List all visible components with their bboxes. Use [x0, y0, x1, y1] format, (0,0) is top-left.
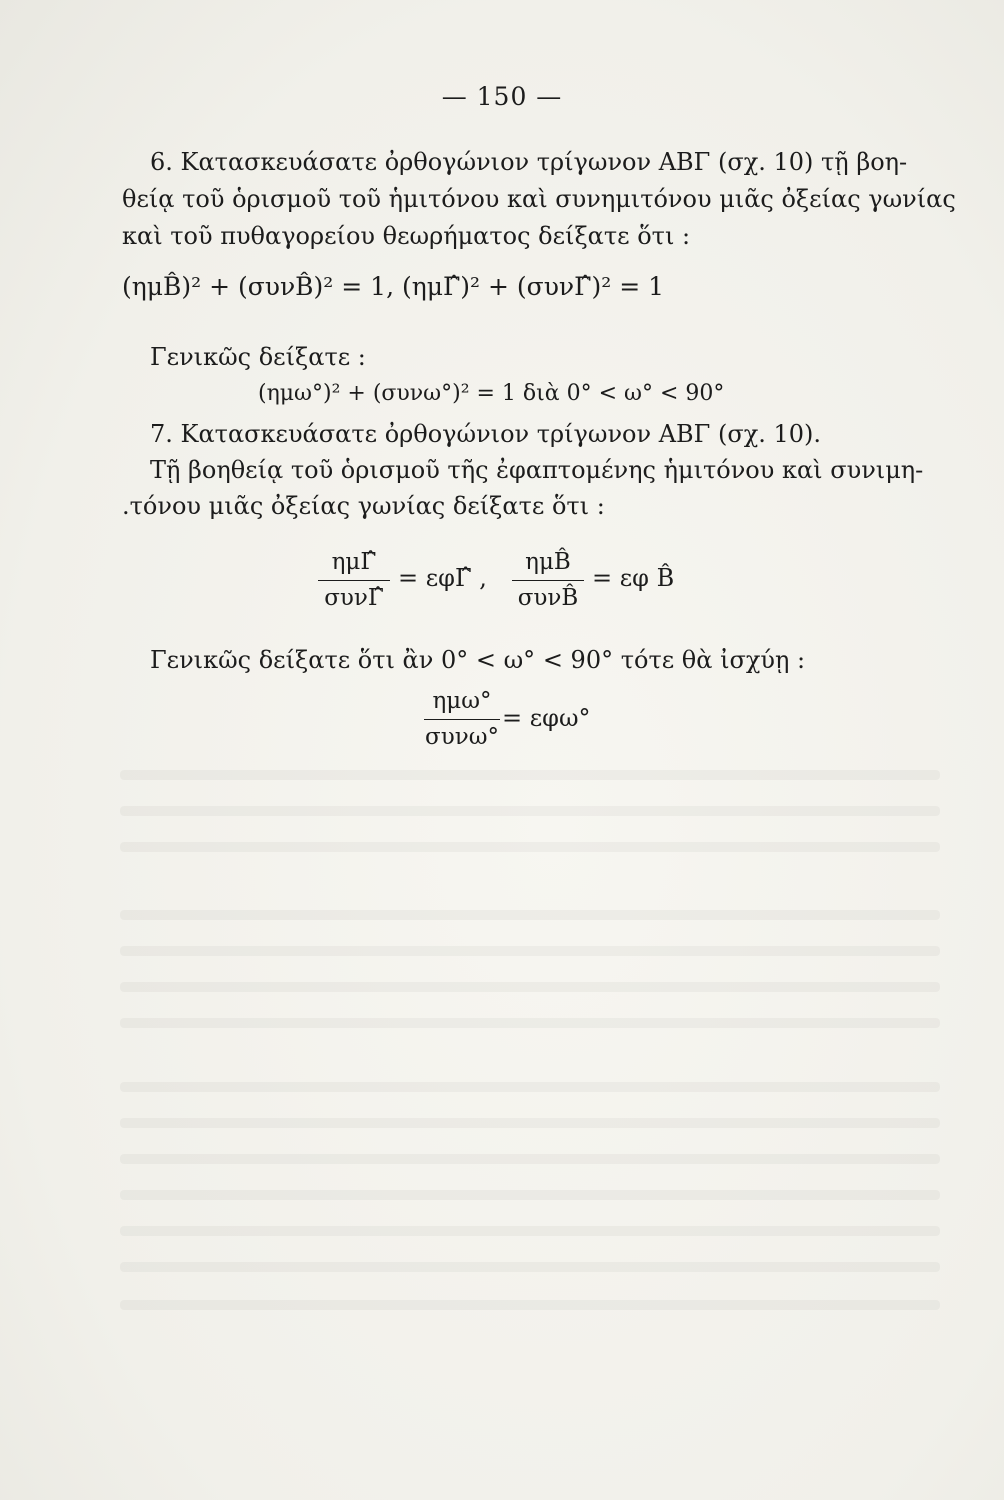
page-number: — 150 — — [441, 82, 563, 111]
bleed-through-line — [120, 982, 940, 992]
bleed-through-line — [120, 946, 940, 956]
fraction-sin-over-cos-beta — [512, 551, 584, 610]
bleed-through-line — [120, 910, 940, 920]
fraction-numerator: ημΓ̂ — [331, 549, 377, 575]
fraction-2-rhs: = εφ B̂ — [592, 564, 675, 592]
bleed-through-line — [120, 1300, 940, 1310]
bleed-through-line — [120, 1018, 940, 1028]
exercise-7-line-2: Τῇ βοηθείᾳ τοῦ ὁρισμοῦ τῆς ἐφαπτομένης ἡμιτόνου καὶ συνιμη- — [150, 456, 924, 484]
bleed-through-line — [120, 1118, 940, 1128]
exercise-6-line-1: 6. Κατασκευάσατε ὀρθογώνιον τρίγωνον ΑΒΓ (σχ. 10) τῇ βοη- — [150, 148, 908, 176]
fraction-denominator: συνΓ̂ — [324, 585, 384, 611]
fraction-3-rhs: = εφω° — [502, 704, 591, 732]
fraction-sin-over-cos-omega — [424, 690, 500, 749]
exercise-6-general: Γενικῶς δείξατε : — [150, 343, 366, 371]
exercise-6-line-3: καὶ τοῦ πυθαγορείου θεωρήματος δείξατε ὅτι : — [122, 222, 691, 250]
fraction-bar — [512, 580, 584, 581]
exercise-7-line-3: .τόνου μιᾶς ὀξείας γωνίας δείξατε ὅτι : — [122, 492, 605, 520]
exercise-7-general: Γενικῶς δείξατε ὅτι ἂν 0° < ω° < 90° τότε θὰ ἰσχύῃ : — [150, 646, 806, 674]
bleed-through-line — [120, 1190, 940, 1200]
bleed-through-line — [120, 1082, 940, 1092]
fraction-numerator: ημω° — [432, 688, 492, 714]
exercise-6-formula-general: (ημω°)² + (συνω°)² = 1 διὰ 0° < ω° < 90° — [258, 381, 725, 406]
bleed-through-line — [120, 1262, 940, 1272]
fraction-numerator: ημB̂ — [525, 549, 571, 575]
bleed-through-line — [120, 1154, 940, 1164]
bleed-through-line — [120, 770, 940, 780]
fraction-1-rhs: = εφΓ̂ , — [398, 564, 487, 592]
fraction-denominator: συνω° — [425, 724, 499, 750]
exercise-7-line-1: 7. Κατασκευάσατε ὀρθογώνιον τρίγωνον ΑΒΓ (σχ. 10). — [150, 420, 822, 448]
fraction-bar — [318, 580, 390, 581]
fraction-sin-over-cos-gamma — [318, 551, 390, 610]
exercise-6-line-2: θείᾳ τοῦ ὁρισμοῦ τοῦ ἡμιτόνου καὶ συνημιτόνου μιᾶς ὀξείας γωνίας — [122, 185, 956, 213]
fraction-denominator: συνB̂ — [517, 585, 579, 611]
bleed-through-line — [120, 842, 940, 852]
fraction-bar — [424, 719, 500, 720]
exercise-6-formula: (ημB̂)² + (συνB̂)² = 1, (ημΓ̂)² + (συνΓ̂)² = 1 — [122, 272, 664, 301]
bleed-through-line — [120, 806, 940, 816]
bleed-through-line — [120, 1226, 940, 1236]
